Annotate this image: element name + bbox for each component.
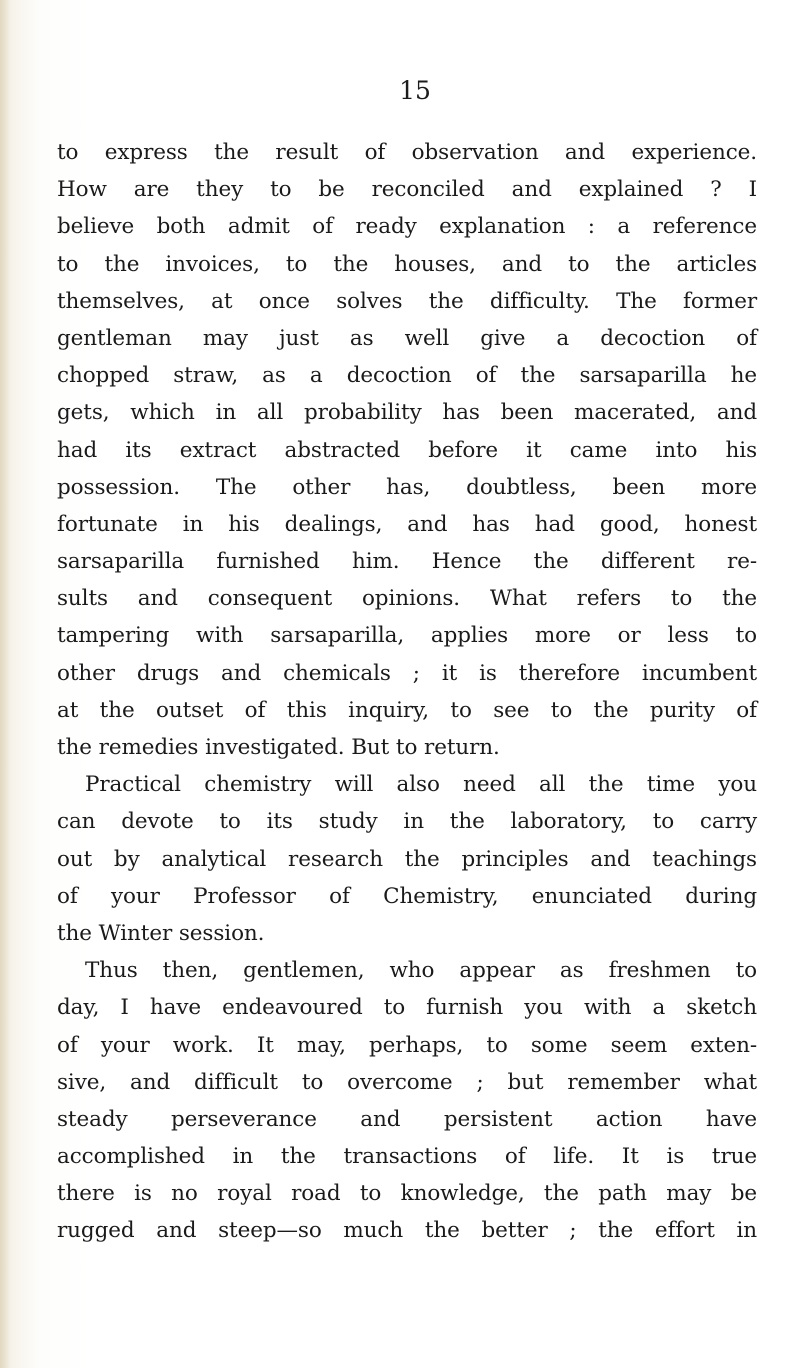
text-line: had its extract abstracted before it came into his (57, 437, 757, 463)
text-line: of your work. It may, perhaps, to some seem exten- (57, 1032, 757, 1058)
paragraph-start-line: Practical chemistry will also need all the time you (85, 772, 757, 798)
text-line: fortunate in his dealings, and has had good, honest (57, 511, 757, 537)
text-line: steady perseverance and persistent action have (57, 1106, 757, 1132)
text-line: tampering with sarsaparilla, applies more or less to (57, 623, 757, 649)
text-line: How are they to be reconciled and explained ? I (57, 177, 757, 203)
text-line: sults and consequent opinions. What refers to the (57, 586, 757, 612)
text-line: to the invoices, to the houses, and to the articles (57, 251, 757, 277)
paragraph-end-line: the remedies investigated. But to return. (57, 735, 500, 760)
text-line: possession. The other has, doubtless, been more (57, 474, 757, 500)
text-line: gets, which in all probability has been macerated, and (57, 400, 757, 426)
text-line: gentleman may just as well give a decoction of (57, 325, 757, 351)
paragraph-start-line: Thus then, gentlemen, who appear as freshmen to (85, 958, 757, 984)
text-line: accomplished in the transactions of life. It is true (57, 1144, 757, 1170)
page-number: 15 (399, 76, 431, 105)
text-line: out by analytical research the principles and teachings (57, 846, 757, 872)
text-line: other drugs and chemicals ; it is therefore incumbent (57, 660, 757, 686)
text-line: can devote to its study in the laboratory, to carry (57, 809, 757, 835)
text-line: to express the result of observation and experience. (57, 140, 757, 165)
text-line: chopped straw, as a decoction of the sarsaparilla he (57, 363, 757, 389)
text-line: believe both admit of ready explanation : a reference (57, 214, 757, 240)
text-line: there is no royal road to knowledge, the path may be (57, 1181, 757, 1207)
paragraph-end-line: the Winter session. (57, 920, 265, 946)
text-line: at the outset of this inquiry, to see to the purity of (57, 697, 757, 723)
page-edge-shading (0, 0, 10, 1368)
text-line: rugged and steep—so much the better ; the effort in (57, 1218, 757, 1244)
body-text (57, 134, 757, 1250)
text-line: of your Professor of Chemistry, enunciated during (57, 883, 757, 909)
text-line: sive, and difficult to overcome ; but remember what (57, 1069, 757, 1095)
text-line: sarsaparilla furnished him. Hence the different re- (57, 549, 757, 575)
text-line: day, I have endeavoured to furnish you with a sketch (57, 995, 757, 1021)
text-line: themselves, at once solves the difficulty. The former (57, 288, 757, 314)
